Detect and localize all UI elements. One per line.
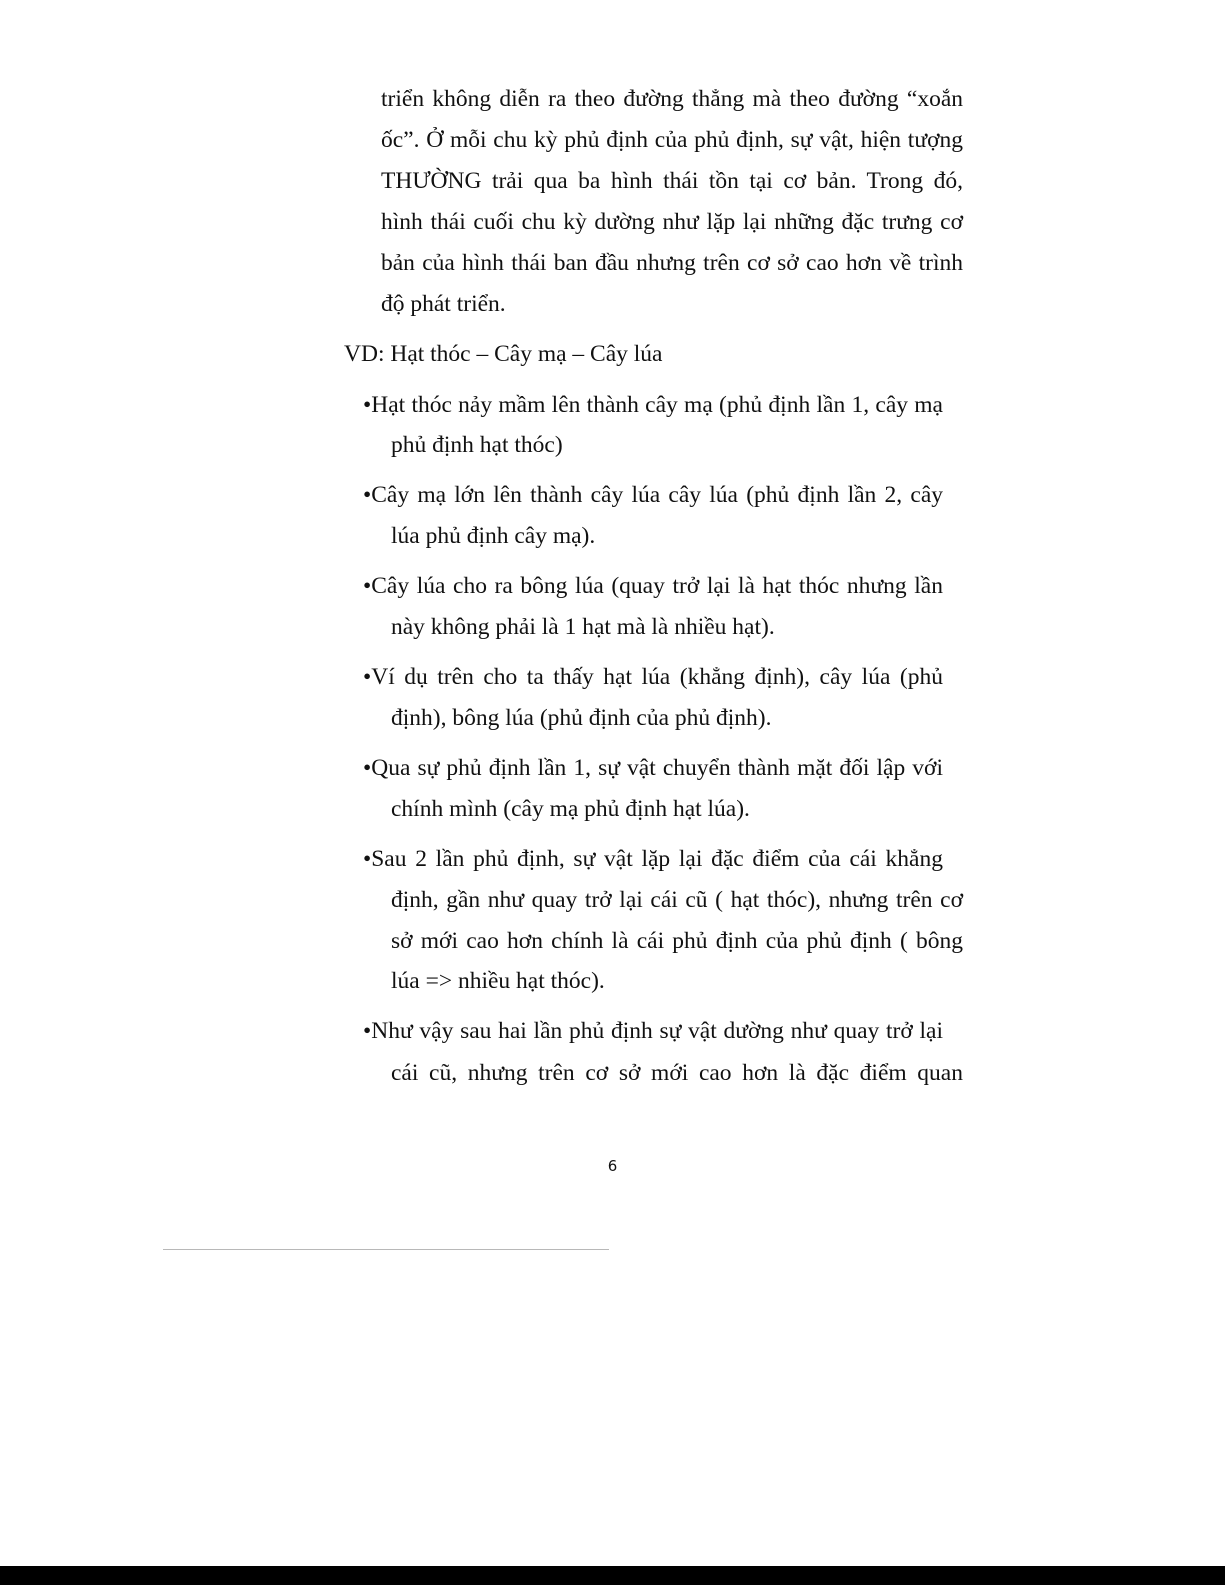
bullet-item: •Hạt thóc nảy mầm lên thành cây mạ (phủ định lần 1, cây mạ — [363, 392, 943, 418]
paragraph-line: bản của hình thái ban đầu nhưng trên cơ sở cao hơn về trình — [381, 250, 963, 276]
bullet-item: •Cây mạ lớn lên thành cây lúa cây lúa (phủ định lần 2, cây — [363, 482, 943, 508]
paragraph-line: triển không diễn ra theo đường thẳng mà theo đường “xoắn — [381, 86, 963, 112]
bullet-continuation: định), bông lúa (phủ định của phủ định). — [391, 705, 772, 731]
bullet-item: •Cây lúa cho ra bông lúa (quay trở lại là hạt thóc nhưng lần — [363, 573, 943, 599]
bullet-item: •Như vậy sau hai lần phủ định sự vật dường như quay trở lại — [363, 1018, 943, 1044]
bullet-continuation: định, gần như quay trở lại cái cũ ( hạt thóc), nhưng trên cơ — [391, 887, 963, 913]
paragraph-line: độ phát triển. — [381, 291, 506, 317]
bottom-edge-bar — [0, 1566, 1225, 1585]
paragraph-line: THƯỜNG trải qua ba hình thái tồn tại cơ bản. Trong đó, — [381, 168, 963, 194]
bullet-continuation: này không phải là 1 hạt mà là nhiều hạt). — [391, 614, 775, 640]
paragraph-line: ốc”. Ở mỗi chu kỳ phủ định của phủ định, sự vật, hiện tượng — [381, 127, 963, 153]
bullet-continuation: cái cũ, nhưng trên cơ sở mới cao hơn là đặc điểm quan — [391, 1060, 963, 1086]
bullet-continuation: sở mới cao hơn chính là cái phủ định của phủ định ( bông — [391, 928, 963, 954]
footnote-separator — [163, 1249, 609, 1250]
bullet-item: •Sau 2 lần phủ định, sự vật lặp lại đặc điểm của cái khẳng — [363, 846, 943, 872]
bullet-item: •Ví dụ trên cho ta thấy hạt lúa (khẳng định), cây lúa (phủ — [363, 664, 943, 690]
bullet-item: •Qua sự phủ định lần 1, sự vật chuyển thành mặt đối lập với — [363, 755, 943, 781]
bullet-continuation: lúa phủ định cây mạ). — [391, 523, 596, 549]
bullet-continuation: chính mình (cây mạ phủ định hạt lúa). — [391, 796, 750, 822]
bullet-continuation: lúa => nhiều hạt thóc). — [391, 968, 605, 994]
paragraph-line: hình thái cuối chu kỳ dường như lặp lại những đặc trưng cơ — [381, 209, 963, 235]
bullet-continuation: phủ định hạt thóc) — [391, 432, 563, 458]
page-number: 6 — [607, 1157, 618, 1175]
example-heading: VD: Hạt thóc – Cây mạ – Cây lúa — [344, 341, 663, 367]
